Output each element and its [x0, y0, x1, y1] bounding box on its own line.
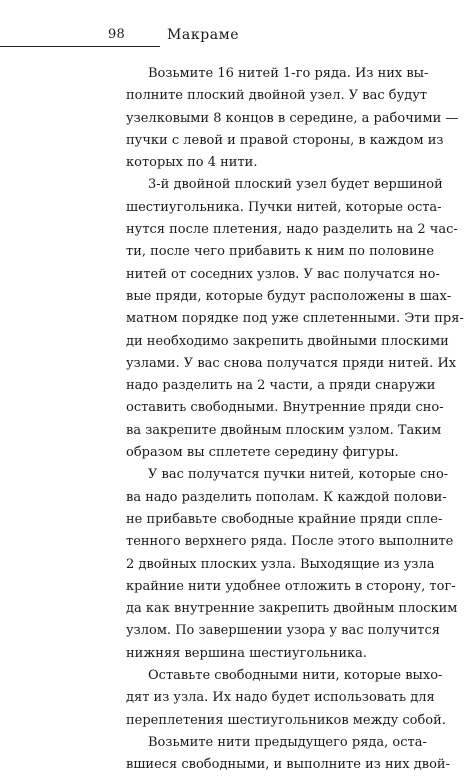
page-number: 98 — [108, 27, 125, 42]
text-line: да как внутренние закрепить двойным плоским — [126, 601, 458, 617]
text-line: Возьмите 16 нитей 1-го ряда. Из них вы- — [148, 66, 429, 81]
text-line: узлами. У вас снова получатся пряди нитей. Их — [126, 355, 457, 371]
text-line: узлом. По завершении узора у вас получится — [126, 623, 440, 639]
text-line: ва надо разделить пополам. К каждой полови- — [126, 489, 447, 505]
text-line: полните плоский двойной узел. У вас будут — [126, 88, 428, 104]
text-line: надо разделить на 2 части, а пряди снаружи — [126, 378, 436, 394]
paragraph-4 — [126, 665, 446, 732]
text-line: Оставьте свободными нити, которые выхо- — [148, 668, 443, 684]
text-line: переплетения шестиугольников между собой. — [126, 712, 446, 728]
text-line: дят из узла. Их надо будет использовать для — [126, 690, 435, 706]
text-line: 3-й двойной плоский узел будет вершиной — [148, 177, 443, 193]
text-line: оставить свободными. Внутренние пряди сно- — [126, 400, 444, 416]
text-line: ди необходимо закрепить двойными плоскими — [126, 333, 449, 349]
text-line: Возьмите нити предыдущего ряда, оста- — [148, 734, 427, 750]
text-line: нутся после плетения, надо разделить на 2 час- — [126, 222, 458, 238]
text-line: нитей от соседних узлов. У вас получатся но- — [126, 266, 440, 282]
text-line: узелковыми 8 концов в середине, а рабочими — — [126, 110, 459, 126]
body-text — [126, 63, 464, 777]
text-line: вые пряди, которые будут расположены в шах- — [126, 288, 452, 304]
text-line: У вас получатся пучки нитей, которые сно- — [148, 467, 449, 483]
text-line: 2 двойных плоских узла. Выходящие из узла — [126, 556, 435, 572]
paragraph-2 — [126, 174, 464, 464]
text-line: крайние нити удобнее отложить в сторону, тог- — [126, 578, 456, 594]
header-rule — [0, 46, 160, 47]
running-title: Макраме — [167, 27, 240, 43]
text-line: вшиеся свободными, и выполните из них двой- — [126, 757, 450, 773]
text-line: ти, после чего прибавить к ним по половине — [126, 244, 435, 260]
text-line: не прибавьте свободные крайние пряди спле- — [126, 511, 443, 527]
text-line: матном порядке под уже сплетенными. Эти пря- — [126, 311, 464, 327]
paragraph-3 — [126, 464, 458, 665]
text-line: ва закрепите двойным плоским узлом. Таким — [126, 422, 442, 438]
paragraph-5 — [126, 732, 450, 777]
text-line: тенного верхнего ряда. После этого выполните — [126, 534, 454, 550]
text-line: образом вы сплетете середину фигуры. — [126, 445, 399, 461]
text-line: шестиугольника. Пучки нитей, которые оста- — [126, 199, 442, 215]
text-line: нижняя вершина шестиугольника. — [126, 645, 367, 661]
running-head — [0, 22, 426, 52]
text-line: пучки с левой и правой стороны, в каждом из — [126, 132, 444, 148]
text-line: которых по 4 нити. — [126, 155, 258, 171]
paragraph-1 — [126, 63, 459, 174]
